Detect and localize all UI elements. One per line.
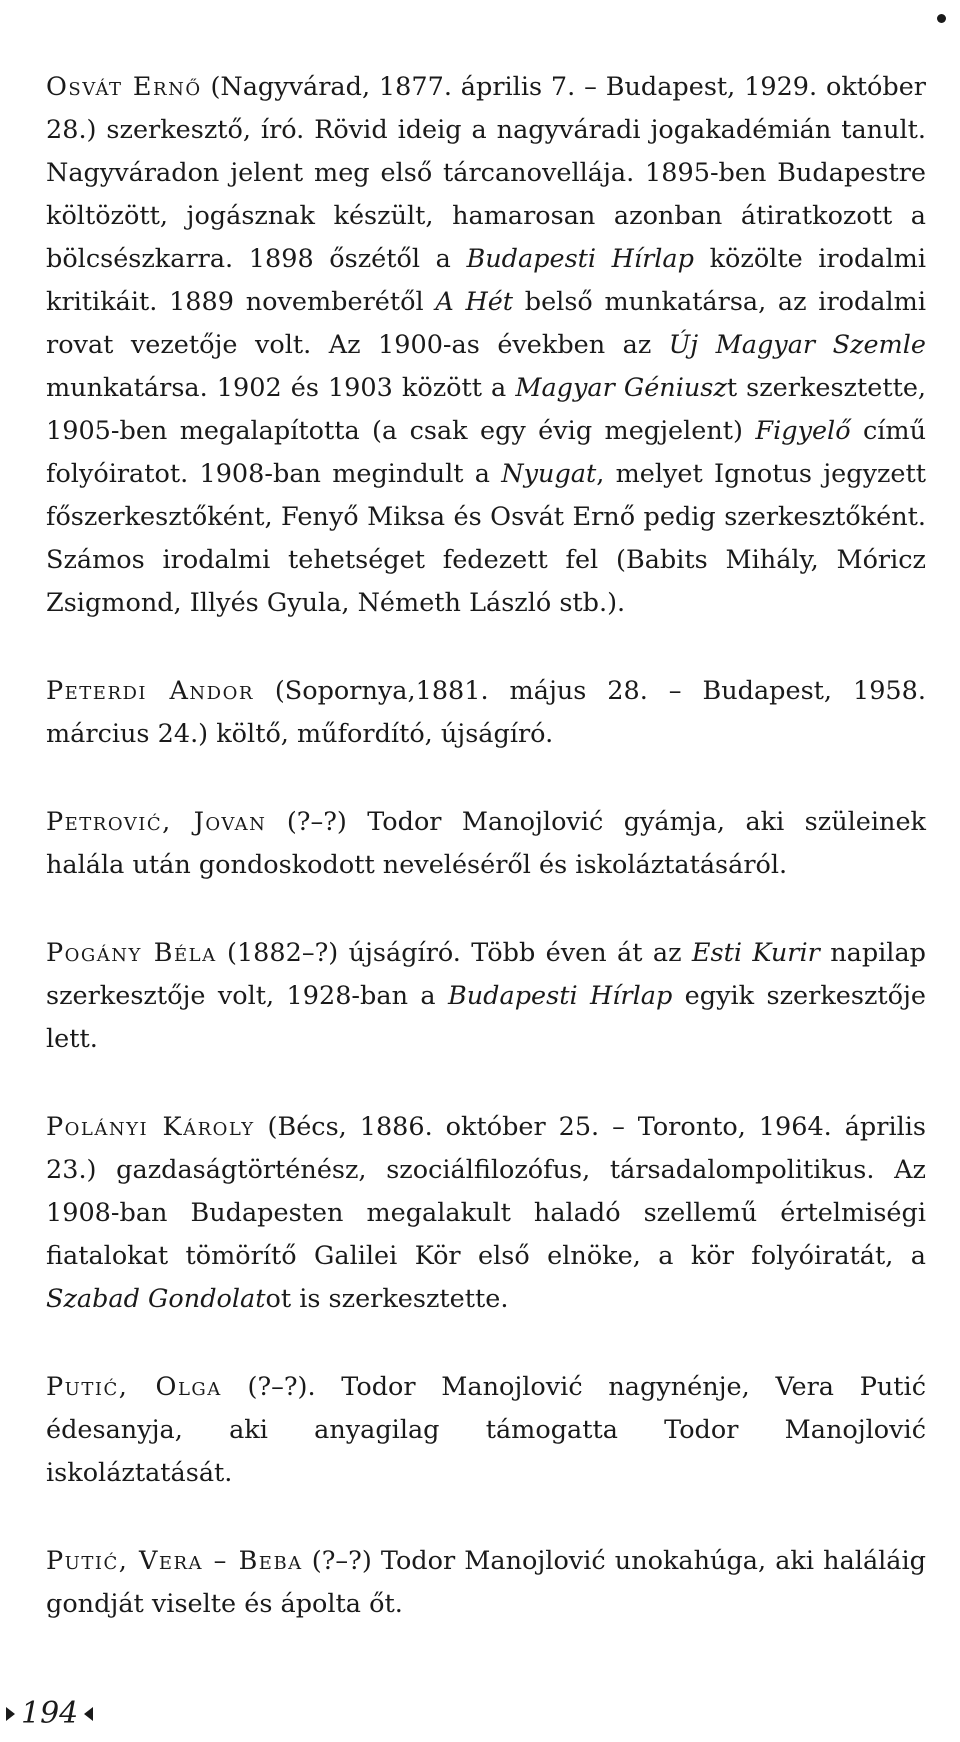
title-budapesti-hirlap: Budapesti Hírlap <box>466 244 694 274</box>
entry-putic-olga: Putić, Olga (?–?). Todor Manojlović nagynénje, Vera Putić édesanyja, aki anyagilag támogatta Todor Manojlović iskoláztatását. <box>46 1372 926 1488</box>
page-footer <box>6 1696 93 1731</box>
entry-name: Putić, Vera – Beba <box>46 1546 303 1576</box>
triangle-left-icon <box>84 1707 93 1721</box>
title-figyelo: Figyelő <box>755 416 851 446</box>
entry-polanyi-karoly: Polányi Károly (Bécs, 1886. október 25. – Toronto, 1964. április 23.) gazdaságtörténész, szociálfilozófus, társadalompolitikus. Az 1908-ban Budapesten megalakult haladó szellemű értelmiségi fiatalokat tömörítő Galilei Kör első elnöke, a kör folyóiratát, a Szabad Gondolatot is szerkesztette. <box>46 1112 926 1314</box>
title-szabad-gondolat: Szabad Gondolat <box>46 1284 266 1314</box>
entry-name: Peterdi Andor <box>46 676 254 706</box>
title-magyar-geniusz: Magyar Géniusz <box>515 373 727 403</box>
title-nyugat: Nyugat <box>501 459 597 489</box>
entry-pogany-bela: Pogány Béla (1882–?) újságíró. Több éven át az Esti Kurir napilap szerkesztője volt, 1928-ban a Budapesti Hírlap egyik szerkesztője lett. <box>46 938 926 1054</box>
entry-name: Petrović, Jovan <box>46 807 267 837</box>
title-budapesti-hirlap: Budapesti Hírlap <box>448 981 673 1011</box>
entry-petrovic-jovan: Petrović, Jovan (?–?) Todor Manojlović gyámja, aki szüleinek halála után gondoskodott neveléséről és iskoláztatásáról. <box>46 807 926 880</box>
page-body <box>46 66 926 1626</box>
entry-name: Polányi Károly <box>46 1112 255 1142</box>
page-number: 194 <box>21 1696 79 1731</box>
title-a-het: A Hét <box>435 287 514 317</box>
entry-name: Pogány Béla <box>46 938 217 968</box>
title-esti-kurir: Esti Kurir <box>691 938 820 968</box>
entry-name: Putić, Olga <box>46 1372 222 1402</box>
entry-osvat-erno: Osvát Ernő (Nagyvárad, 1877. április 7. – Budapest, 1929. október 28.) szerkesztő, író. Rövid ideig a nagyváradi jogakadémián tanult. Nagyváradon jelent meg első tárcanovellája. 1895-ben Budapestre költözött, jogásznak készült, hamarosan azonban átiratkozott a bölcsészkarra. 1898 őszétől a Budapesti Hírlap közölte irodalmi kritikáit. 1889 novemberétől A Hét belső munkatársa, az irodalmi rovat vezetője volt. Az 1900-as években az Új Magyar Szemle munkatársa. 1902 és 1903 között a Magyar Géniuszt szerkesztette, 1905-ben megalapította (a csak egy évig megjelent) Figyelő című folyóiratot. 1908-ban megindult a Nyugat, melyet Ignotus jegyzett főszerkesztőként, Fenyő Miksa és Osvát Ernő pedig szerkesztőként. Számos irodalmi tehetséget fedezett fel (Babits Mihály, Móricz Zsigmond, Illyés Gyula, Németh László stb.). <box>46 72 927 618</box>
triangle-right-icon <box>6 1707 15 1721</box>
title-uj-magyar-szemle: Új Magyar Szemle <box>668 330 926 360</box>
entry-putic-vera: Putić, Vera – Beba (?–?) Todor Manojlović unokahúga, aki haláláig gondját viselte és ápolta őt. <box>46 1546 926 1619</box>
corner-dot <box>937 14 946 23</box>
entry-name: Osvát Ernő <box>46 72 202 102</box>
entry-peterdi-andor: Peterdi Andor (Sopornya,1881. május 28. – Budapest, 1958. március 24.) költő, műfordító, újságíró. <box>46 676 926 749</box>
